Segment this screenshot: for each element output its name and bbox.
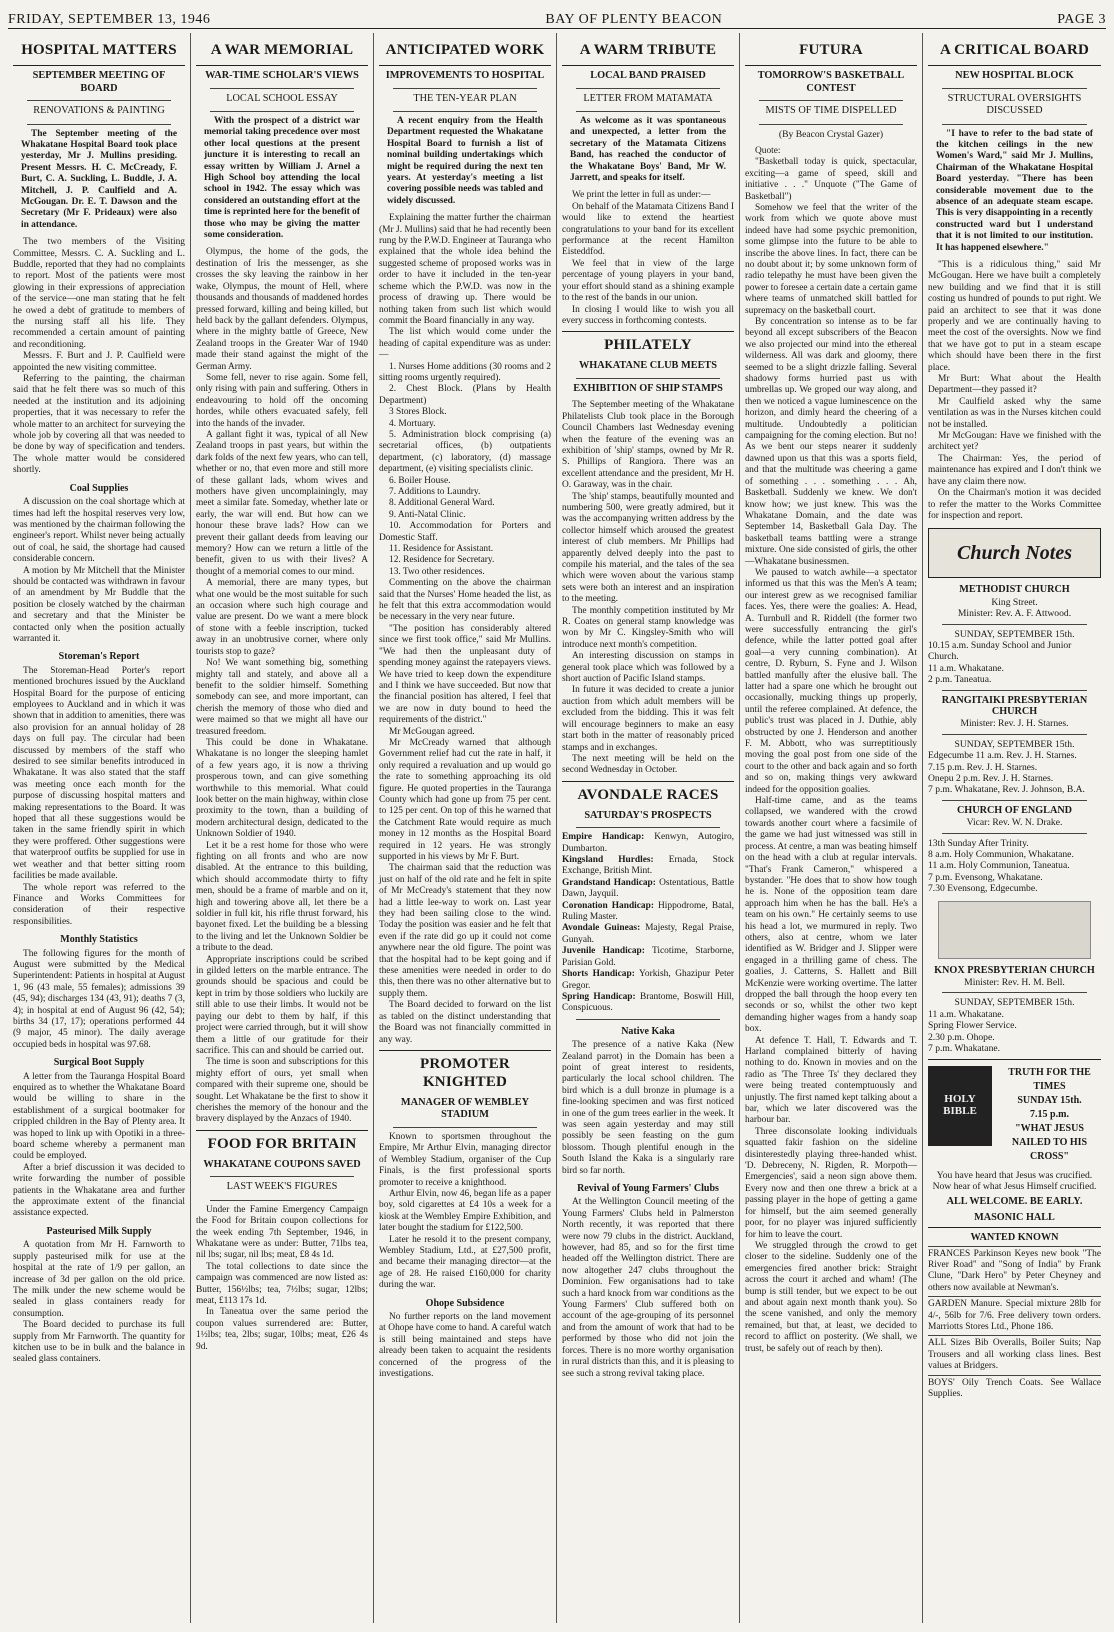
headline: FOOD FOR BRITAIN [207,1135,357,1152]
paragraph: Some fell, never to rise again. Some fell, only rising with pain and suffering. Others in endeavouring to hold off the oncoming hordes, while others evacuated safely, fell into the hands of the invader. [196,372,368,429]
paragraph: The Board decided to purchase its full supply from Mr Farnworth. The quantity for kitchen use to be in bulk and the balance in sealed glass containers. [13,1320,185,1365]
subheadline: STRUCTURAL OVERSIGHTS DISCUSSED [947,92,1082,116]
paragraph: The chairman said that the reduction was just on half of the old rate and he felt in spite of Mr McCready's statement that they now had a little lee-way to work on. Last year they had been sailing close to the wind. Today the position was easier and he felt that even if the rate did go up it could not come anywhere near the old figure. The point was that the hospital had to be kept going and if these amenities were needed in order to do this, then there was no other alternative but to supply them. [379,863,551,999]
church-detail: King Street. [991,596,1038,608]
paragraph: We print the letter in full as under:— [572,190,711,201]
subheadline: THE TEN-YEAR PLAN [413,92,517,104]
paragraph: The September meeting of the Whakatane Philatelists Club took place in the Borough Council Chambers last Wednesday evening when the feature of the evening was an exhibition of 'ship' stamps, owned by Mr R. S. Phillips of Rangiora. There was an excellent attendance and the president, Mr H. O. Garaway, was in the chair. [562,400,734,491]
service-line: Edgecumbe 11 a.m. Rev. J. H. Starnes. [928,750,1077,762]
divider [393,111,537,112]
service-line: 11 a.m. Holy Communion, Taneatua. [928,860,1070,872]
classified-ad: FRANCES Parkinson Keyes new book "The River Road" and "Song of India" by Frank Clune, "Dark Hero" by Peter Cheyney and others now available at Newman's. [928,1246,1101,1295]
service-date: SUNDAY, SEPTEMBER 15th. [954,628,1075,640]
paper-name: BAY OF PLENTY BEACON [545,12,723,27]
paragraph: The whole report was referred to the Finance and Works Committees for consideration of their respective responsibilities. [13,882,185,927]
divider [942,992,1087,993]
page-number: PAGE 3 [1057,12,1106,27]
race-name: Kingsland Hurdles: [562,855,654,866]
race-tip [562,969,734,992]
bible-advert [928,1066,1101,1164]
paragraph: At defence T. Hall, T. Edwards and T. Harland complained bitterly of having nothing to do. Known in movies and on the radio as 'The Three Ts' they declared they were being treated contemptuously and unjustly. The first named kept talking about a bar, which we later discovered was the harbour bar. [745,1035,917,1126]
race-tip [562,992,734,1015]
divider [210,88,354,89]
section-heading: Monthly Statistics [60,934,138,946]
service-date: SUNDAY, SEPTEMBER 15th. [954,997,1075,1009]
list-item: 2. Chest Block. (Plans by Health Department) [379,384,551,406]
paragraph: This could be done in Whakatane. Whakatane is no longer the sleeping hamlet of a few years ago, it is now a thriving prosperous town, and can give something worthwhile to this memorial. What could look better on the main highway, within close proximity to the town, than a building of modern architectural design, dedicated to the Unknown Soldier of 1940. [196,737,368,840]
list-item: 8. Additional General Ward. [389,498,495,509]
divider [576,1019,720,1020]
race-tip [562,878,734,901]
paragraph: The monthly competition instituted by Mr R. Coates on general stamp knowledge was won by Mr C. Kingsley-Smith who will introduce next month's competition. [562,605,734,650]
paragraph: We paused to watch awhile—a spectator informed us that this was the Men's A team; our interest grew as we recognised familiar faces. Yes, there were the goalies: A. Head, A. Turnbull and R. Riddell (the former two were successfully entrancing the girl's defence, while the latter potted goal after goal—a very cunning combination). At centre, D. Ryburn, S. Fyne and J. Wilson battled manfully after the elusive ball. The latter had a spare one which he brought out occasionally, mucking things up properly, until the referee complained. At defence, the public's trust was placed in J. Duthie, ably obstructed by one J. Henderson and another F. M. Abbott, who was surreptitiously moving the goal post from one side of the court to the other and back again and so forth and so on, making things very awkward indeed for the opposition goalies. [745,567,917,795]
service-line: Spring Flower Service. [928,1020,1017,1032]
paragraph: Three disconsolate looking individuals squatted fakir fashion on the sideline disinterestedly playing three-handed whist. 'D. Debreceny, N. Rigden, R. Morpoth—Emergencies', said a neon sign above them. Every now and then one threw a brick at a passing player in the hope of getting a game for himself, but the aim seemed generally poor, for no player was injured sufficiently for him to leave the court. [745,1126,917,1240]
church-name: RANGITAIKI PRESBYTERIAN CHURCH [941,694,1088,717]
subheadline: RENOVATIONS & PAINTING [33,105,165,116]
service-line: 7.30 Evensong, Edgecumbe. [928,883,1038,895]
divider [576,111,720,112]
paragraph: Known to sportsmen throughout the Empire, Mr Arthur Elvin, managing director of Wembley Stadium, organiser of the Cup Finals, is the first professional sports promoter to receive a knighthood. [379,1131,551,1188]
lead-paragraph: "I have to refer to the bad state of the kitchen ceilings in the new Women's Ward," said Mr J. Mullins, Chairman of the Whakatane Hospital Board yesterday. "There has been considerable movement due to the absence of an adequate steam escape. This is very disappointing in a recently constructed ward but I understand that it is not limited to our institution. It has happened elsewhere." [936,128,1093,253]
headline: PROMOTER KNIGHTED [420,1055,510,1090]
paragraph: Explaining the matter further the chairman (Mr J. Mullins) said that he had recently been rung by the P.W.D. Engineer at Tauranga who explained that the whole idea behind the suggested scheme of proposed works was in order to have it included in the ten-year scheme which the P.W.D. was now in the process of drawing up. There would be nothing taken from such list which would commit the Board financially in any way. [379,213,551,326]
section-heading: Native Kaka [621,1025,675,1037]
service-line: Onepu 2 p.m. Rev. J. H. Starnes. [928,773,1054,784]
race-picks: Majesty, Regal Praise, Gunyah. [562,923,734,945]
list-item: 1. Nurses Home additions (30 rooms and 2 sitting rooms urgently required). [379,361,551,383]
paragraph: The 'ship' stamps, beautifully mounted and numbering 500, were greatly admired, but it was the accompanying written address by the collector himself which aroused the greatest interest of club members. Mr Phillips had apparently delved deeply into the past to compile his material, and the tales of the sea which were woven about the various stamp sets were both an interest and an inspiration to the meeting. [562,491,734,605]
church-detail: Minister: Rev. A. F. Attwood. [957,608,1072,620]
subheadline: WHAKATANE CLUB MEETS [578,360,718,372]
headline: A WARM TRIBUTE [579,42,717,58]
paragraph: "This is a ridiculous thing," said Mr McGougan. Here we have built a completely new building and we find that it is still costing us hundred of pounds to put right. We paid an architect to see that it was done properly and we are continually having to meet the cost of the oversights. Now we find that we have got to put in a steam escape which should have been there in the first place. [928,259,1101,373]
race-name: Spring Handicap: [562,991,636,1002]
section-heading: Pasteurised Milk Supply [46,1225,152,1237]
divider [759,100,903,101]
paragraph: Half-time came, and as the teams collapsed, we wandered with the crowd towards another court where a facsimile of the game we had just witnessed was still in process. At centre, a man was beating himself on the head with a club at regular intervals. "That's Frank Cameron," whispered a bystander. "He does that to show how tough he is. None of the opposition team dare approach him when he has the ball. He's a team on his own." He certainly seems to use his head a lot, we murmured in reply. Two others, also at centre, whom we later identified as W. Bridger and J. Slipper were engaged in a thrilling game of chess. The goalies, J. Catterns, S. Hallett and Bill McKenzie were working overtime. The latter dropped the ball through the hoop every ten seconds or so, whilst the other two kept demanding higher wages from a handy soap box. [745,796,917,1035]
headline: A WAR MEMORIAL [210,42,354,58]
bible-icon [928,1066,992,1146]
bible-label: HOLY BIBLE [943,1093,977,1117]
divider [210,1176,354,1177]
divider [27,124,171,125]
list-item: 7. Additions to Laundry. [389,487,481,497]
race-tip [562,901,734,924]
divider [196,65,368,66]
lead-paragraph: As welcome as it was spontaneous and unexpected, a letter from the secretary of the Matamata Citizens Band, has reached the conductor of the Whakatane Boys' Band, Mr W. Jarrett, and speaks for itself. [570,116,726,184]
subheadline: MISTS OF TIME DISPELLED [765,105,897,116]
list-item: 12. Residence for Secretary. [389,555,495,566]
divider [942,690,1087,691]
paragraph: Mr Burt: What about the Health Department—they passed it? [928,374,1101,396]
race-tips [562,832,734,1015]
church-detail: Minister: Rev. H. M. Bell. [964,977,1065,989]
paragraph: Under the Famine Emergency Campaign the Food for Britain coupon collections for the week ending 7th September, 1946, in Whakatane were as under: Butter, 71lbs tea, nil lbs; sugar, nil lbs; meat, £8 4s 1d. [196,1204,368,1261]
subheadline: LOCAL BAND PRAISED [590,70,706,81]
race-picks: Brantome, Boswill Hill, Conspicuous. [562,991,735,1014]
divider [942,88,1087,89]
paragraph: An interesting discussion on stamps in general took place which was followed by a short auction of Pacific Island stamps. [562,651,734,685]
race-tip [562,923,734,946]
service-line: 8 a.m. Holy Communion, Whakatane. [928,849,1074,861]
paragraph: Somehow we feel that the writer of the work from which we quote above must indeed have had some psychic premonition, some glimpse into the future to be able to inscribe the above lines. In fact, there can be no doubt about it; by some unknown form of radio telepathy he must have been given the power to foresee a certain date a certain game where teams of unmatched skill battled for supremacy on the basketball court. [745,202,917,316]
race-tip [562,855,734,878]
paragraph: Appropriate inscriptions could be scribed in gilded letters on the marble entrance. The grounds should be spacious and could be kept in trim by those soldiers who luckily are still able to use their limbs. It would not be paying our debt to them by half, if this project were carried through, but it will show them a little of our gratitude for their sacrifice. This can and should be carried out. [196,954,368,1056]
list-item: 3 Stores Block. [389,407,447,418]
paragraph: The following figures for the month of August were submitted by the Medical Superintendent: Patients in hospital at August 1, 96 (43 male, 55 females); admissions 39 (45, 94); discharges 134 (43, 91); deaths 7 (3, 4); in hospital at end of August 96 (42, 54); births 34 (17, 17); operations performed 44 (9 major, 45 minor). The daily average occupied beds in hospital was 97.68. [13,948,185,1050]
lead-paragraph: A recent enquiry from the Health Department requested the Whakatane Hospital Board to furnish a list of nominal building undertakings which might be required during the next ten years. At yesterday's meeting a list covering possible needs was tabled and widely discussed. [387,116,543,206]
race-picks: Kenwyn, Autogiro, Dumbarton. [562,832,734,854]
church-name: CHURCH OF ENGLAND [956,804,1073,816]
divider [210,111,354,112]
paragraph: A gallant fight it was, typical of all New Zealand troops in past years, but within the dark folds of the next few years, who can tell, whether or no, that even more and still more of these gallant lads, whom wives and mothers have given uncomplainingly, may meet a similar fate. Someday, whether late or early, the war will end. But how can we honour these brave lads? How can we prevent their gallant deeds from leaving our memory? How can we return a little of the benefit, given to us with their lives? A thought of a memorial comes to our mind. [196,429,368,577]
divider [576,88,720,89]
section-heading: Coal Supplies [69,482,129,494]
advert-line: 7.15 p.m. [1030,1108,1069,1120]
works-list [379,362,551,579]
section-heading: Ohope Subsidence [425,1297,505,1309]
divider [759,124,903,125]
column-war-memorial [191,33,374,1623]
divider [576,378,720,379]
subheadline: MANAGER OF WEMBLEY STADIUM [400,1096,530,1121]
divider [379,65,551,66]
service-line: 2.30 p.m. Ohope. [928,1031,995,1043]
paragraph: The time is soon and subscriptions for this mighty effort of ours, yet small when compared with their supreme one, should be sought. Let Whakatane be the first to show it cherishes the memory of the honour and the bravery displayed by the Anzacs of 1940. [196,1057,368,1125]
church-crest-image [938,901,1091,959]
service-line: 7 p.m. Whakatane. [928,1043,1001,1055]
paragraph: Messrs. F. Burt and J. P. Caulfield were appointed the new visiting committee. [13,351,185,373]
service-line: 7 p.m. Whakatane, Rev. J. Johnson, B.A. [928,784,1085,796]
paragraph: Mr McGougan agreed. [389,726,475,737]
paragraph: "Basketball today is quick, spectacular, exciting—a game of speed, skill and initiative . . ." Unquote ("The Game of Basketball") [745,157,917,202]
race-picks: Hippodrome, Batal, Ruling Master. [562,900,734,923]
divider [27,100,171,101]
advert-line: TRUTH FOR THE TIMES [1008,1066,1091,1092]
service-date: SUNDAY, SEPTEMBER 15th. [954,738,1075,750]
divider [745,65,917,66]
divider [942,124,1087,125]
advert-text: You have heard that Jesus was crucified. Now hear of what Jesus Himself crucified. [932,1169,1097,1192]
column-hospital-matters [8,33,191,1623]
paragraph: The presence of a native Kaka (New Zealand parrot) in the Domain has been a point of great interest to residents, particularly the local school children. The bird which is a dull bronze in plumage is a fine-looking specimen and was first noticed in one of the gum trees earlier in the week. It was seen again yesterday and may still possibly be seen feasting on the gum blossom. Though plentiful enough in the South Island the Kaka is a singularly rare bird so far north. [562,1040,734,1176]
list-item: 6. Boiler House. [389,475,451,486]
paragraph: A motion by Mr Mitchell that the Minister should be contacted was withdrawn in favour of an amendment by Mr Buddle that the position be closely watched by the chairman and secretary and that the Minister be contacted only when the position actually warranted it. [13,565,185,644]
paragraph: A discussion on the coal shortage which at times had left the hospital reserves very low, was mentioned by the chairman following the engineer's report. Whilst never being actually out of coal, he said, the shortage had caused considerable concern. [13,497,185,565]
divider [576,827,720,828]
advert-welcome: ALL WELCOME. BE EARLY. [946,1196,1083,1208]
divider [928,65,1101,66]
paragraph: Mr McGougan: Have we finished with the architect yet? [928,431,1101,453]
service-line: 2 p.m. Taneatua. [928,674,992,686]
paragraph: The total collections to date since the campaign was commenced are now listed as: Butter, 156½lbs; tea, 7½lbs; sugar, 12lbs; meat, £113 17s 1d. [196,1261,368,1306]
classified-ad: BOYS' Oily Trench Coats. See Wallace Supplies. [928,1375,1101,1401]
divider [928,1227,1101,1228]
race-name: Grandstand Handicap: [562,877,656,888]
paragraph: On the Chairman's motion it was decided to refer the matter to the Works Committee for inspection and report. [928,488,1101,521]
paragraph: The next meeting will be held on the second Wednesday in October. [562,753,734,776]
paragraph: Referring to the painting, the chairman said that he felt there was so much of this needed at the institution and its adjoining properties, that it was necessary to refer the whole matter to an architect for surveying the whole job by covering all that was needed to be done by way of specification and tenders. The whole matter would be considered shortly. [13,374,185,476]
race-name: Coronation Handicap: [562,900,654,911]
divider [942,833,1087,834]
church-name: KNOX PRESBYTERIAN CHURCH [934,964,1095,976]
race-picks: Ostentatious, Battle Dawn, Jayquil. [562,877,734,900]
column-futura [740,33,923,1623]
divider [393,88,537,89]
paragraph: The Board decided to forward on the list as tabled on the distinct understanding that the Board was not financially committed in any way. [379,1000,551,1045]
paragraph: The list which would come under the heading of capital expenditure was as under:— [379,327,551,361]
subheadline: TOMORROW'S BASKETBALL CONTEST [757,70,905,94]
church-detail: Vicar: Rev. W. N. Drake. [966,817,1063,829]
race-picks: Yorkish, Ghazipur Peter Gregor. [562,969,734,991]
paragraph: Olympus, the home of the gods, the destination of Iris the messenger, as she crosses the sky leaving the rainbow in her wake, Olympus, the mount of Hell, where thousands and thousands of maddened hordes pressed forward, killing and being killed, but held back by the gallant defenders. Olympus, where in the mighty battle of Greece, New Zealand troops in the Greater War of 1940 made their stand against the might of the German Army. [196,247,368,372]
paragraph: At the Wellington Council meeting of the Young Farmers' Clubs held in Palmerston North recently, it was reported that there were now 79 clubs in the district. Auckland, however, had 85, and so for the first time headed off the Wellington district. There are now altogether 247 clubs throughout the Dominion. Few organisations had to take such a hard knock from war conditions as the Young Farmers' Club suffered both on account of the age-grouping of its personnel and from the amount of work that had to be performed by those who did not join the forces. There is no more worthy organisation in rural districts than this, and it is pleasing to see such a strong revival taking place. [562,1197,734,1379]
issue-date: FRIDAY, SEPTEMBER 13, 1946 [8,12,211,27]
race-name: Empire Handicap: [562,832,645,843]
classified-ad: ALL Sizes Bib Overalls, Boiler Suits; Nap Trousers and all working class lines. Best values at Bridgers. [928,1335,1101,1372]
church-notes-title: Church Notes [956,541,1073,564]
race-name: Juvenile Handicap: [562,946,645,957]
masthead [8,6,1106,29]
service-line: 13th Sunday After Trinity. [928,837,1029,849]
paragraph: After a brief discussion it was decided to write forwarding the number of possible patients in the Whakatane area and further the approximate extent of the financial assistance expected. [13,1162,185,1219]
paragraph: A letter from the Tauranga Hospital Board enquired as to whether the Whakatane Board would be willing to share in the establishment of a surgical bootmaker for crippled children in the Bay of Plenty area. It was hoped to link up with Opotiki in a three-board scheme whereby a permanent man could be employed. [13,1071,185,1162]
advert-line: SUNDAY 15th. [1017,1094,1082,1106]
divider [928,1059,1101,1060]
paragraph: Quote: [755,145,781,156]
list-item: 9. Anti-Natal Clinic. [389,509,466,520]
list-item: 11. Residence for Assistant. [389,544,494,555]
service-line: 7.15 p.m. Rev. J. H. Starnes. [928,761,1038,773]
divider [942,800,1087,801]
subheadline: NEW HOSPITAL BLOCK [955,70,1074,81]
divider [942,734,1087,735]
divider [562,781,734,782]
paragraph: The Chairman: Yes, the period of maintenance has expired and I don't think we have any claim there now. [928,453,1101,487]
bible-advert-text [998,1066,1101,1164]
paragraph: Arthur Elvin, now 46, began life as a paper boy, sold cigarettes at £4 10s a week for a kiosk at the Wembley Empire Exhibition, and later bought the stadium for £122,500. [379,1188,551,1234]
church-name: METHODIST CHURCH [959,584,1070,596]
subheadline: IMPROVEMENTS TO HOSPITAL [385,70,545,81]
classifieds [928,1246,1101,1401]
paragraph: Let it be a rest home for those who were fighting on all fronts and who are now disabled. At the entrance to this building, which should accommodate thirty to fifty men, should be a frame of marble and on it, high and towering above all, let there be a soldier in full kit, his rifle thrust forward, his bayonet fixed. Let the building be a blessing to the living and let the Unknown Soldier be a tribute to the dead. [196,840,368,954]
paragraph: In Taneatua over the same period the coupon values surrendered are: Butter, 1½lbs; tea, 2lbs; sugar, 10lbs; meat, £26 4s 9d. [196,1307,368,1352]
headline: ANTICIPATED WORK [385,42,545,58]
service-line: 10.15 a.m. Sunday School and Junior Church. [928,639,1072,663]
column-critical-board [923,33,1106,1623]
paragraph: Mr McCready warned that although Government relief had cut the rate in half, it only required a revaluation and up would go the rate to something approaching its old figure. He quoted properties in the Tauranga County which had gone up from 75 per cent. to 125 per cent. On top of this he warned that the Catchment Rate would require as much money in 12 months as the Hospital Board required in 12 years. He was strongly supported in his views by Mr F. Burt. [379,737,551,862]
paragraph: We feel that in view of the large percentage of young players in your band, your effort should stand as a shining example to the rest of the bands in our union. [562,258,734,304]
divider [13,65,185,66]
paragraph: We struggled through the crowd to get closer to the sideline. Suddenly one of the emergencies fired another brick: Straight across the court it arched and wham! (The bump is still tender, but we expect to be out and about again next month thank you). So the scene vanished, and only the memory remained, but that, at least, we decided to record to afflict on posterity. (We shall, we trust, be safely out of reach by then). [745,1240,917,1354]
subheadline: WHAKATANE COUPONS SAVED [203,1158,361,1170]
paragraph: In future it was decided to create a junior auction from which adult members will be excluded from the bidding. This it was felt will encourage beginners to make an easy start both in the matter of reasonably priced stamps and in exchanges. [562,685,734,753]
race-name: Avondale Guineas: [562,923,641,934]
lead-paragraph: With the prospect of a district war memorial taking precedence over most other local questions at the present juncture it is interesting to recall an essay written by William J. Arnel a High School boy attending the local school in 1942. The essay which was considered an outstanding effort at the time is reprinted here for the benefit of those who may be giving the matter some consideration. [204,116,360,241]
service-line: 11 a.m. Whakatane. [928,1008,1004,1020]
service-line: 7 p.m. Evensong, Whakatane. [928,871,1043,883]
paragraph: A memorial, there are many types, but what one would be the most suitable for such an occasion where such high courage and value are present. Do we want a mere block of stone with a feeble inscription, tucked away in an unobtrusive corner, where only tourists stop to gaze? [196,578,368,657]
list-item: 10. Accommodation for Porters and Domestic Staff. [379,521,551,543]
advert-line: "WHAT JESUS NAILED TO HIS CROSS" [1011,1122,1088,1162]
headline: A CRITICAL BOARD [939,42,1090,58]
section-heading: Storeman's Report [58,651,140,663]
byline: (By Beacon Crystal Gazer) [778,128,884,140]
paragraph: By concentration so intense as to be far beyond all except subscribers of the Beacon we also projected our mind into the ethereal wilderness. All was dark and gloomy, there seemed to be a slight drizzle falling. Several shadowy forms hurried past us with umbrellas up. We groped our way along, and then we noticed a vague luminescence on the horizon, and dimly heard the cheering of a multitude. Undoubtedly a politician campaigning for the coming election. But no! As we bent our steps nearer it suddenly dawned upon us that this was a sports field, and that the multitude was cheering a game of something . . . something . . . Ah, Basketball. Suddenly we knew. We don't know how; we just knew. This was the Whakatane Domain, and the date was September 14, Basketball Gala Day. The basketball teams battling were a strange mixture. One side consisted of girls, the other—Whakatane businessmen. [745,317,917,567]
race-picks: Ernada, Stock Exchange, British Mint. [562,855,734,877]
divider [210,1200,354,1201]
headline: HOSPITAL MATTERS [21,42,177,58]
paragraph: A quotation from Mr H. Farnworth to supply pasteurised milk for use at the hospital at the rate of 1/9 per gallon, an increase of 3d per gallon on the old price. The milk under the new scheme would be sealed in glass containers ready for consumption. [13,1240,185,1319]
church-detail: Minister: Rev. J. H. Starnes. [960,718,1069,730]
race-picks: Ticotime, Starborne, Parisian Gold. [562,946,734,968]
list-item: 13. Two other residences. [389,566,485,577]
paragraph: The two members of the Visiting Committee, Messrs. C. A. Suckling and L. Buddle, reported that they had no complaints to report. Most of the patients were most glowing in their expressions of appreciation of the service—one man stating that he felt he owed a debt of gratitude to members of the nursing staff all his life. They recommended a certain amount of painting and reconditioning. [13,237,185,350]
paragraph: Commenting on the above the chairman said that the Nurses' Home headed the list, as he felt that this extra accommodation would be necessary in the very near future. [379,578,551,623]
subheadline: SEPTEMBER MEETING OF BOARD [32,70,166,94]
subheadline: LOCAL SCHOOL ESSAY [226,92,338,104]
divider [379,1050,551,1051]
paragraph: Later he resold it to the present company, Wembley Stadium, Ltd., at £27,500 profit, and became their managing director—at the age of 28. He raised £160,000 for charity during the war. [379,1234,551,1291]
subheadline: LAST WEEK'S FIGURES [226,1181,338,1193]
column-anticipated-work [374,33,557,1623]
paragraph: On behalf of the Matamata Citizens Band I would like to extend the heartiest congratulations to your band for its excellent performance at the recent Hamilton Eisteddfod. [562,201,734,258]
race-tip [562,832,734,855]
classifieds-heading: WANTED KNOWN [970,1232,1059,1244]
paragraph: "The position has considerably altered since we first took office," said Mr Mullins. "We had then the unpleasant duty of spending money against the ratepayers views. We have tried to keep down the expenditure and I think we have succeeded. But now that the financial position has altered, I feel that we are now in duty bound to heed the requirements of the district." [379,623,551,726]
paragraph: No! We want something big, something mighty tall and stately, and above all a benefit to the soldier himself. Something somebody can see, and more important, can cherish the memory of those who died and were maimed so that we might all have our treasured freedom. [196,658,368,737]
advert-venue: MASONIC HALL [974,1211,1055,1223]
race-tip [562,946,734,969]
paragraph: In closing I would like to wish you all every success in forthcoming contests. [562,304,734,326]
subheadline: WAR-TIME SCHOLAR'S VIEWS [205,70,359,81]
divider [942,624,1087,625]
section-heading: Revival of Young Farmers' Clubs [577,1183,719,1194]
lead-paragraph: The September meeting of the Whakatane Hospital Board took place yesterday, Mr J. Mullins presiding. Present Messrs. H. C. McCready, F. Burt, C. A. Suckling, L. Buddle, J. A. Mitchell, J. P. Caulfield and A. McGougan. Dr. E. T. Dawson and the Secretary (Mr F. Prideaux) were also in attendance. [21,128,177,230]
headline: AVONDALE RACES [577,786,719,803]
subheadline: EXHIBITION OF SHIP STAMPS [573,382,723,394]
headline: PHILATELY [604,337,692,354]
race-name: Shorts Handicap: [562,969,635,980]
columns [8,33,1106,1623]
list-item: 4. Mortuary. [389,418,436,429]
service-line: 11 a.m. Whakatane. [928,662,1004,674]
list-item: 5. Administration block comprising (a) secretarial offices, (b) outpatients department, (c) laboratory, (d) massage department, (e) visiting specialists clinic. [379,429,551,475]
divider [393,1127,537,1128]
classified-ad: GARDEN Manure. Special mixture 28lb for 4/-, 56lb for 7/6. Free delivery town orders. Marriotts Stores Ltd., Phone 186. [928,1296,1101,1333]
paragraph: No further reports on the land movement at Ohope have come to hand. A careful watch is still being maintained and steps have already been taken to acquaint the residents concerned of the progress of the investigations. [379,1312,551,1380]
paragraph: The Storeman-Head Porter's report mentioned brochures issued by the Auckland Hospital Board for the purpose of enticing employees to Auckland and in which it was shown that in addition to amenities, there was also provision for an annual holiday of 28 days on full pay. The circular had been discussed by members of the staff who desired to see similar benefits introduced in Whakatane. It was also stated that the staff was meeting once each month for the purpose of discussing hospital matters and making representations to the Board. It was hoped that all these suggestions would be taken in the same friendly spirit in which they were proffered. Other suggestions were that waterproof outfits be supplied for use in wet weather and that better sitting room facilities be made available. [13,665,185,882]
column-warm-tribute [557,33,740,1623]
subheadline: LETTER FROM MATAMATA [583,92,713,104]
divider [562,65,734,66]
headline: FUTURA [799,42,863,58]
paragraph: Mr Caulfield asked why the same ventilation as was in the Nurses kitchen could not be installed. [928,396,1101,430]
divider [562,331,734,332]
church-notes-banner [928,528,1101,578]
divider [196,1130,368,1131]
section-heading: Surgical Boot Supply [53,1057,145,1069]
subheadline: SATURDAY'S PROSPECTS [584,809,712,821]
